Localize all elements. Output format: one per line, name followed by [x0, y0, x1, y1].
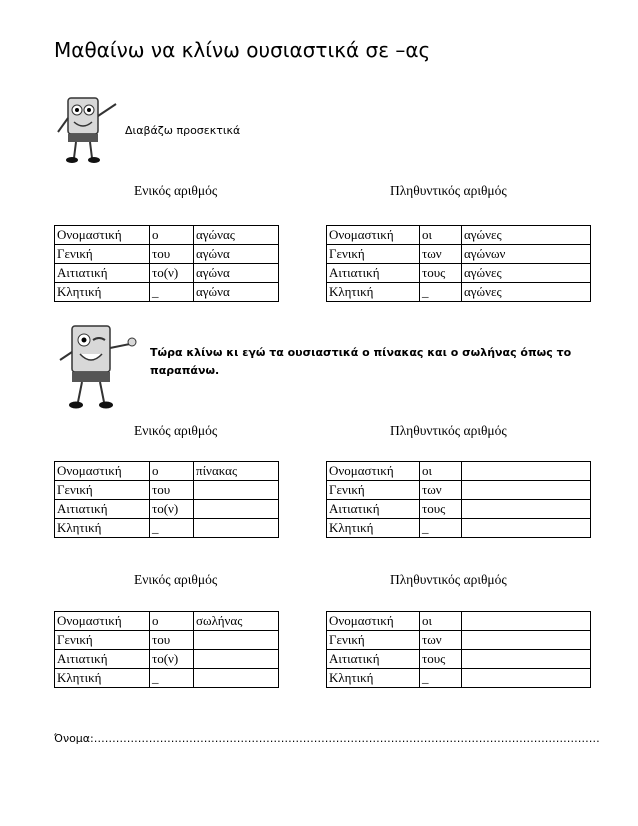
article-cell: ο	[150, 462, 194, 481]
table-row	[327, 612, 591, 631]
case-cell: Ονομαστική	[55, 462, 150, 481]
noun-cell: αγώνα	[194, 264, 279, 283]
case-cell: Κλητική	[55, 519, 150, 538]
article-cell: οι	[420, 612, 462, 631]
table-row	[327, 245, 591, 264]
table-row	[55, 462, 279, 481]
article-cell: τους	[420, 650, 462, 669]
case-cell: Γενική	[327, 481, 420, 500]
article-cell: των	[420, 245, 462, 264]
singular-heading-2: Ενικός αριθμός	[134, 423, 218, 438]
agonas-plural-table	[326, 225, 591, 302]
case-cell: Αιτιατική	[55, 500, 150, 519]
case-cell: Γενική	[327, 245, 420, 264]
article-cell: _	[420, 283, 462, 302]
article-cell: τους	[420, 500, 462, 519]
noun-cell[interactable]	[462, 669, 591, 688]
case-cell: Αιτιατική	[55, 264, 150, 283]
sponge-character-winking-icon	[50, 318, 140, 413]
case-cell: Γενική	[55, 245, 150, 264]
singular-heading-3: Ενικός αριθμός	[134, 572, 218, 587]
article-cell: το(ν)	[150, 500, 194, 519]
noun-cell: πίνακας	[194, 462, 279, 481]
case-cell: Γενική	[55, 481, 150, 500]
case-cell: Κλητική	[327, 519, 420, 538]
case-cell: Κλητική	[327, 283, 420, 302]
case-cell: Ονομαστική	[327, 226, 420, 245]
noun-cell[interactable]	[462, 500, 591, 519]
table-row	[327, 650, 591, 669]
instruction-read: Διαβάζω προσεκτικά	[125, 124, 241, 137]
article-cell: του	[150, 631, 194, 650]
table-row	[327, 500, 591, 519]
table-row	[327, 481, 591, 500]
article-cell: των	[420, 481, 462, 500]
agonas-singular-table	[54, 225, 279, 302]
table-row	[55, 264, 279, 283]
table-row	[327, 669, 591, 688]
table-row	[327, 519, 591, 538]
table-row	[55, 500, 279, 519]
page-title: Μαθαίνω να κλίνω ουσιαστικά σε –ας	[54, 38, 431, 62]
case-cell: Αιτιατική	[55, 650, 150, 669]
noun-cell: αγώνες	[462, 264, 591, 283]
noun-cell[interactable]	[462, 519, 591, 538]
case-cell: Κλητική	[55, 669, 150, 688]
noun-cell[interactable]	[462, 462, 591, 481]
article-cell: ο	[150, 612, 194, 631]
case-cell: Ονομαστική	[55, 226, 150, 245]
table-row	[55, 650, 279, 669]
plural-heading-3: Πληθυντικός αριθμός	[390, 572, 507, 587]
article-cell: _	[150, 519, 194, 538]
noun-cell: αγώνες	[462, 226, 591, 245]
noun-cell: αγώνων	[462, 245, 591, 264]
article-cell: των	[420, 631, 462, 650]
pinakas-singular-table	[54, 461, 279, 538]
noun-cell[interactable]	[462, 650, 591, 669]
noun-cell[interactable]	[194, 500, 279, 519]
noun-cell: αγώνας	[194, 226, 279, 245]
article-cell: τους	[420, 264, 462, 283]
pinakas-plural-table	[326, 461, 591, 538]
article-cell: ο	[150, 226, 194, 245]
article-cell: το(ν)	[150, 264, 194, 283]
table-row	[55, 631, 279, 650]
case-cell: Γενική	[327, 631, 420, 650]
sponge-character-icon	[48, 92, 128, 167]
case-cell: Κλητική	[327, 669, 420, 688]
noun-cell: αγώνα	[194, 283, 279, 302]
table-row	[55, 519, 279, 538]
table-row	[55, 283, 279, 302]
noun-cell: αγώνα	[194, 245, 279, 264]
article-cell: _	[420, 519, 462, 538]
table-row	[327, 226, 591, 245]
noun-cell[interactable]	[462, 612, 591, 631]
table-row	[55, 245, 279, 264]
noun-cell[interactable]	[194, 519, 279, 538]
article-cell: οι	[420, 462, 462, 481]
case-cell: Αιτιατική	[327, 264, 420, 283]
article-cell: το(ν)	[150, 650, 194, 669]
solinas-singular-table	[54, 611, 279, 688]
article-cell: _	[420, 669, 462, 688]
table-row	[55, 226, 279, 245]
noun-cell[interactable]	[194, 481, 279, 500]
instruction-decline-line1: Τώρα κλίνω κι εγώ τα ουσιαστικά ο πίνακας και ο σωλήνας όπως το	[150, 346, 572, 359]
noun-cell[interactable]	[194, 650, 279, 669]
case-cell: Ονομαστική	[327, 612, 420, 631]
plural-heading-1: Πληθυντικός αριθμός	[390, 183, 507, 198]
table-row	[327, 631, 591, 650]
table-row	[327, 264, 591, 283]
table-row	[327, 283, 591, 302]
case-cell: Αιτιατική	[327, 500, 420, 519]
noun-cell[interactable]	[194, 631, 279, 650]
singular-heading-1: Ενικός αριθμός	[134, 183, 218, 198]
solinas-plural-table	[326, 611, 591, 688]
article-cell: του	[150, 245, 194, 264]
noun-cell[interactable]	[462, 631, 591, 650]
noun-cell: αγώνες	[462, 283, 591, 302]
article-cell: _	[150, 283, 194, 302]
table-row	[55, 481, 279, 500]
case-cell: Γενική	[55, 631, 150, 650]
table-row	[55, 669, 279, 688]
noun-cell[interactable]	[194, 669, 279, 688]
name-field[interactable]: Όνομα:…………………………………………………………………………………………………………………………	[54, 732, 600, 745]
plural-heading-2: Πληθυντικός αριθμός	[390, 423, 507, 438]
article-cell: οι	[420, 226, 462, 245]
case-cell: Ονομαστική	[55, 612, 150, 631]
noun-cell[interactable]	[462, 481, 591, 500]
instruction-decline-line2: παραπάνω.	[150, 364, 220, 377]
case-cell: Ονομαστική	[327, 462, 420, 481]
table-row	[327, 462, 591, 481]
noun-cell: σωλήνας	[194, 612, 279, 631]
article-cell: _	[150, 669, 194, 688]
case-cell: Αιτιατική	[327, 650, 420, 669]
case-cell: Κλητική	[55, 283, 150, 302]
article-cell: του	[150, 481, 194, 500]
table-row	[55, 612, 279, 631]
